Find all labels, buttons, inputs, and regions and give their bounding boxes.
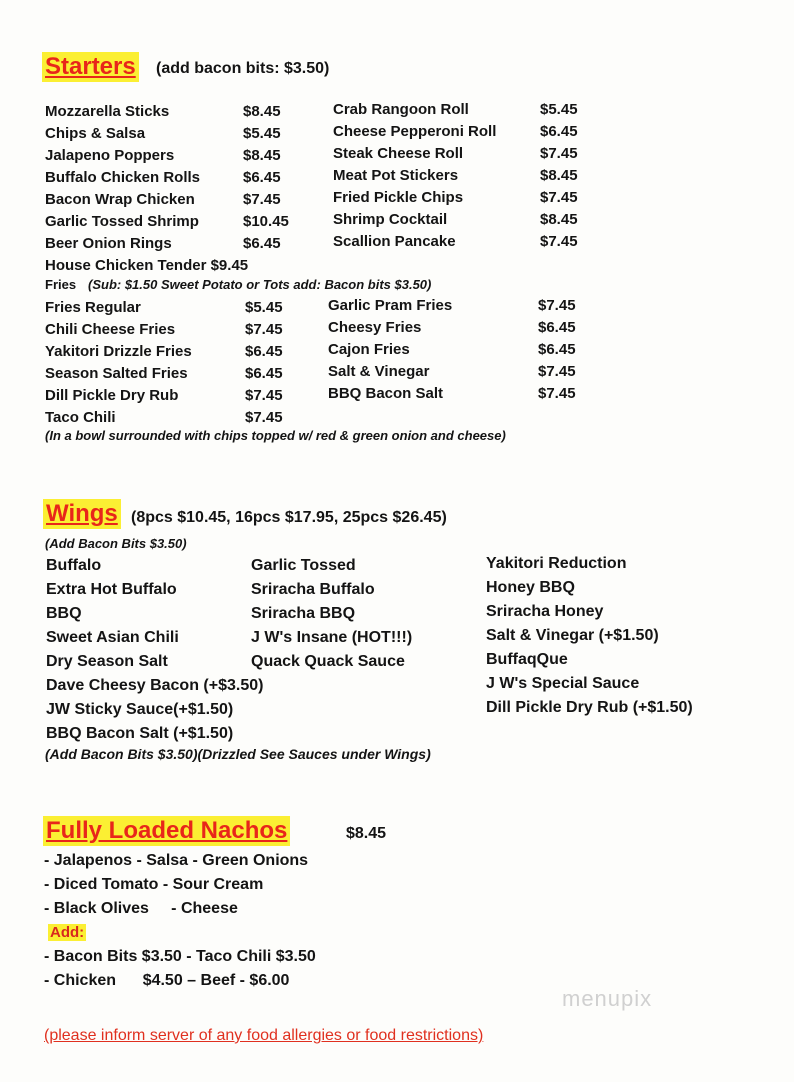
- fries-item-name: Cheesy Fries: [328, 319, 422, 336]
- wing-sauce-item: BBQ: [46, 605, 82, 622]
- starter-item-name: Mozzarella Sticks: [45, 103, 170, 120]
- starters-subtitle: (add bacon bits: $3.50): [156, 60, 330, 77]
- starter-item-price: $7.45: [540, 145, 578, 162]
- nachos-line-3: - Black Olives - Cheese: [44, 900, 238, 917]
- fries-item-price: $6.45: [538, 341, 576, 358]
- starter-item-name: Fried Pickle Chips: [333, 189, 464, 206]
- wings-prices: (8pcs $10.45, 16pcs $17.95, 25pcs $26.45): [131, 509, 447, 526]
- starter-item-name: Steak Cheese Roll: [333, 145, 464, 162]
- starter-item-name: Jalapeno Poppers: [45, 147, 175, 164]
- fries-item-name: Cajon Fries: [328, 341, 410, 358]
- nachos-add-line-1: - Bacon Bits $3.50 - Taco Chili $3.50: [44, 948, 316, 965]
- starter-item-price: $6.45: [540, 123, 578, 140]
- wing-sauce-item: Yakitori Reduction: [486, 555, 627, 572]
- starter-item-price: $5.45: [540, 101, 578, 118]
- starter-item-price: $6.45: [243, 235, 281, 252]
- wing-sauce-item: Sriracha Honey: [486, 603, 604, 620]
- wings-title: Wings: [43, 499, 121, 529]
- starter-item-name: Shrimp Cocktail: [333, 211, 448, 228]
- starters-title: Starters: [42, 52, 139, 82]
- fries-sub-note: (Sub: $1.50 Sweet Potato or Tots add: Bacon bits $3.50): [88, 277, 432, 292]
- nachos-title: Fully Loaded Nachos: [43, 816, 290, 846]
- fries-item-name: Taco Chili: [45, 409, 116, 426]
- fries-item-name: Season Salted Fries: [45, 365, 188, 382]
- fries-item-name: BBQ Bacon Salt: [328, 385, 444, 402]
- fries-item-price: $6.45: [245, 365, 283, 382]
- starter-item-price: $8.45: [540, 167, 578, 184]
- nachos-add-line-2: - Chicken $4.50 – Beef - $6.00: [44, 972, 290, 989]
- fries-item-name: Chili Cheese Fries: [45, 321, 176, 338]
- starter-item-name: Crab Rangoon Roll: [333, 101, 469, 118]
- fries-item-price: $7.45: [538, 363, 576, 380]
- wing-sauce-item: Sweet Asian Chili: [46, 629, 179, 646]
- house-chicken-tender: House Chicken Tender $9.45: [45, 257, 249, 274]
- wing-sauce-item: JW Sticky Sauce(+$1.50): [46, 701, 234, 718]
- fries-item-name: Fries Regular: [45, 299, 141, 316]
- starter-item-name: Meat Pot Stickers: [333, 167, 459, 184]
- starter-item-price: $6.45: [243, 169, 281, 186]
- wing-sauce-item: Salt & Vinegar (+$1.50): [486, 627, 659, 644]
- wing-sauce-item: Extra Hot Buffalo: [46, 581, 177, 598]
- fries-item-name: Garlic Pram Fries: [328, 297, 453, 314]
- wings-bottom-note: (Add Bacon Bits $3.50)(Drizzled See Sauces under Wings): [45, 746, 431, 762]
- wing-sauce-item: Honey BBQ: [486, 579, 575, 596]
- menupix-watermark: menupix: [562, 986, 653, 1011]
- fries-item-name: Yakitori Drizzle Fries: [45, 343, 192, 360]
- wing-sauce-item: J W's Special Sauce: [486, 675, 640, 692]
- starter-item-price: $8.45: [243, 147, 281, 164]
- fries-item-price: $7.45: [245, 409, 283, 426]
- starter-item-name: Beer Onion Rings: [45, 235, 172, 252]
- starter-item-price: $7.45: [540, 189, 578, 206]
- starter-item-name: Bacon Wrap Chicken: [45, 191, 195, 208]
- wing-sauce-item: Sriracha BBQ: [251, 605, 356, 622]
- nachos-add-label: Add:: [50, 924, 85, 941]
- wing-sauce-item: Dry Season Salt: [46, 653, 168, 670]
- fries-item-price: $7.45: [538, 385, 576, 402]
- starter-item-name: Cheese Pepperoni Roll: [333, 123, 497, 140]
- wing-sauce-item: Garlic Tossed: [251, 557, 356, 574]
- starter-item-price: $10.45: [243, 213, 289, 230]
- taco-chili-note: (In a bowl surrounded with chips topped w/ red & green onion and cheese): [45, 428, 506, 443]
- wing-sauce-item: BBQ Bacon Salt (+$1.50): [46, 725, 234, 742]
- fries-item-price: $6.45: [245, 343, 283, 360]
- wings-add-note: (Add Bacon Bits $3.50): [45, 536, 187, 551]
- nachos-line-2: - Diced Tomato - Sour Cream: [44, 876, 264, 893]
- starter-item-price: $7.45: [243, 191, 281, 208]
- wing-sauce-item: Sriracha Buffalo: [251, 581, 375, 598]
- wing-sauce-item: Dill Pickle Dry Rub (+$1.50): [486, 699, 693, 716]
- fries-item-price: $6.45: [538, 319, 576, 336]
- fries-item-price: $5.45: [245, 299, 283, 316]
- starter-item-price: $8.45: [243, 103, 281, 120]
- fries-item-price: $7.45: [245, 387, 283, 404]
- starter-item-name: Garlic Tossed Shrimp: [45, 213, 199, 230]
- allergy-footer: (please inform server of any food allergies or food restrictions): [44, 1027, 484, 1044]
- wing-sauce-item: BuffaqQue: [486, 651, 568, 668]
- starter-item-name: Chips & Salsa: [45, 125, 146, 142]
- starter-item-price: $7.45: [540, 233, 578, 250]
- nachos-price: $8.45: [346, 825, 387, 842]
- fries-item-price: $7.45: [538, 297, 576, 314]
- fries-label: Fries: [45, 277, 77, 292]
- wing-sauce-item: Dave Cheesy Bacon (+$3.50): [46, 677, 264, 694]
- starter-item-price: $5.45: [243, 125, 281, 142]
- starter-item-name: Buffalo Chicken Rolls: [45, 169, 201, 186]
- fries-item-name: Salt & Vinegar: [328, 363, 430, 380]
- wing-sauce-item: J W's Insane (HOT!!!): [251, 629, 413, 646]
- wing-sauce-item: Quack Quack Sauce: [251, 653, 405, 670]
- starter-item-name: Scallion Pancake: [333, 233, 456, 250]
- fries-item-price: $7.45: [245, 321, 283, 338]
- nachos-line-1: - Jalapenos - Salsa - Green Onions: [44, 852, 309, 869]
- starter-item-price: $8.45: [540, 211, 578, 228]
- fries-item-name: Dill Pickle Dry Rub: [45, 387, 179, 404]
- wing-sauce-item: Buffalo: [46, 557, 102, 574]
